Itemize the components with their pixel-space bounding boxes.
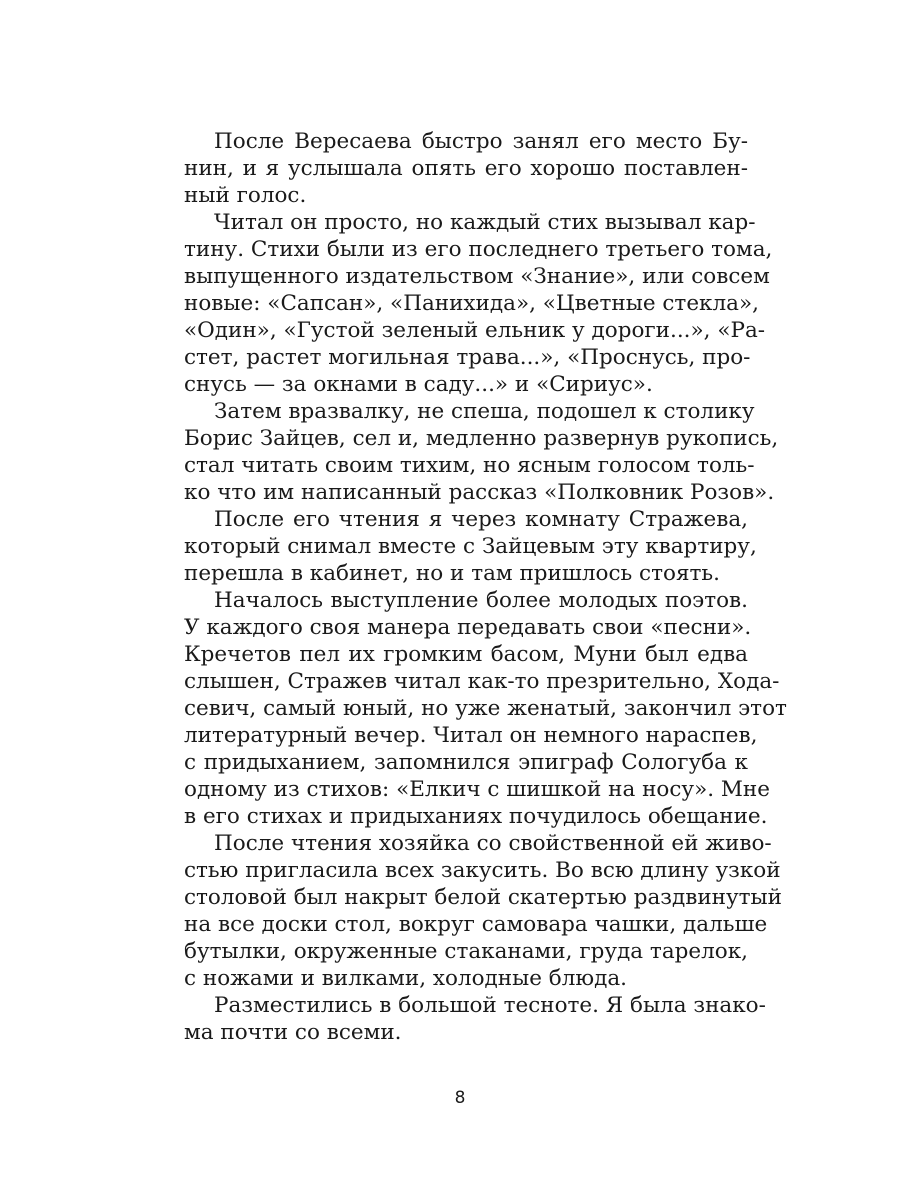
body-text xyxy=(184,128,787,1046)
text-line: ко что им написанный рассказ «Полковник Розов». xyxy=(184,480,775,505)
text-line: слышен, Стражев читал как-то презрительно, Хода- xyxy=(184,669,780,694)
text-line: в его стихах и придыханиях почудилось обещание. xyxy=(184,804,768,829)
paragraph xyxy=(184,128,748,209)
text-line: После Вересаева быстро занял его место Бу- xyxy=(214,129,748,154)
text-line: стью пригласила всех закусить. Во всю длину узкой xyxy=(184,858,781,883)
paragraph xyxy=(184,398,779,506)
text-line: перешла в кабинет, но и там пришлось стоять. xyxy=(184,561,720,586)
text-line: бутылки, окруженные стаканами, груда тарелок, xyxy=(184,939,748,964)
paragraph xyxy=(184,830,782,992)
paragraph xyxy=(184,992,766,1046)
text-line: Началось выступление более молодых поэтов. xyxy=(214,588,748,613)
text-line: Борис Зайцев, сел и, медленно развернув рукопись, xyxy=(184,426,779,451)
paragraph xyxy=(184,209,773,398)
text-line: «Один», «Густой зеленый ельник у дороги...», «Ра- xyxy=(184,318,766,343)
text-line: После чтения хозяйка со свойственной ей живо- xyxy=(214,831,772,856)
text-line: Разместились в большой тесноте. Я была знако- xyxy=(214,993,766,1018)
text-line: на все доски стол, вокруг самовара чашки, дальше xyxy=(184,912,768,937)
paragraph xyxy=(184,587,787,830)
text-line: После его чтения я через комнату Стражева, xyxy=(214,507,748,532)
text-line: Кречетов пел их громким басом, Муни был едва xyxy=(184,642,748,667)
text-line: У каждого своя манера передавать свои «песни». xyxy=(184,615,752,640)
text-line: выпущенного издательством «Знание», или совсем xyxy=(184,264,770,289)
text-line: нин, и я услышала опять его хорошо поставлен- xyxy=(184,156,748,181)
text-line: литературный вечер. Читал он немного нараспев, xyxy=(184,723,758,748)
text-line: ный голос. xyxy=(184,183,307,208)
text-line: севич, самый юный, но уже женатый, закончил этот xyxy=(184,696,787,721)
text-line: столовой был накрыт белой скатертью раздвинутый xyxy=(184,885,782,910)
text-line: новые: «Сапсан», «Панихида», «Цветные стекла», xyxy=(184,291,759,316)
text-line: Затем вразвалку, не спеша, подошел к столику xyxy=(214,399,755,424)
text-line: с придыханием, запомнился эпиграф Сологуба к xyxy=(184,750,748,775)
text-line: тину. Стихи были из его последнего третьего тома, xyxy=(184,237,773,262)
text-line: который снимал вместе с Зайцевым эту квартиру, xyxy=(184,534,757,559)
text-line: с ножами и вилками, холодные блюда. xyxy=(184,966,627,991)
text-line: одному из стихов: «Елкич с шишкой на носу». Мне xyxy=(184,777,770,802)
text-line: снусь — за окнами в саду...» и «Сириус». xyxy=(184,372,653,397)
text-line: стал читать своим тихим, но ясным голосом толь- xyxy=(184,453,755,478)
page-number: 8 xyxy=(454,1088,466,1108)
paragraph xyxy=(184,506,757,587)
text-line: стет, растет могильная трава...», «Проснусь, про- xyxy=(184,345,751,370)
text-line: ма почти со всеми. xyxy=(184,1020,402,1045)
text-line: Читал он просто, но каждый стих вызывал кар- xyxy=(214,210,756,235)
